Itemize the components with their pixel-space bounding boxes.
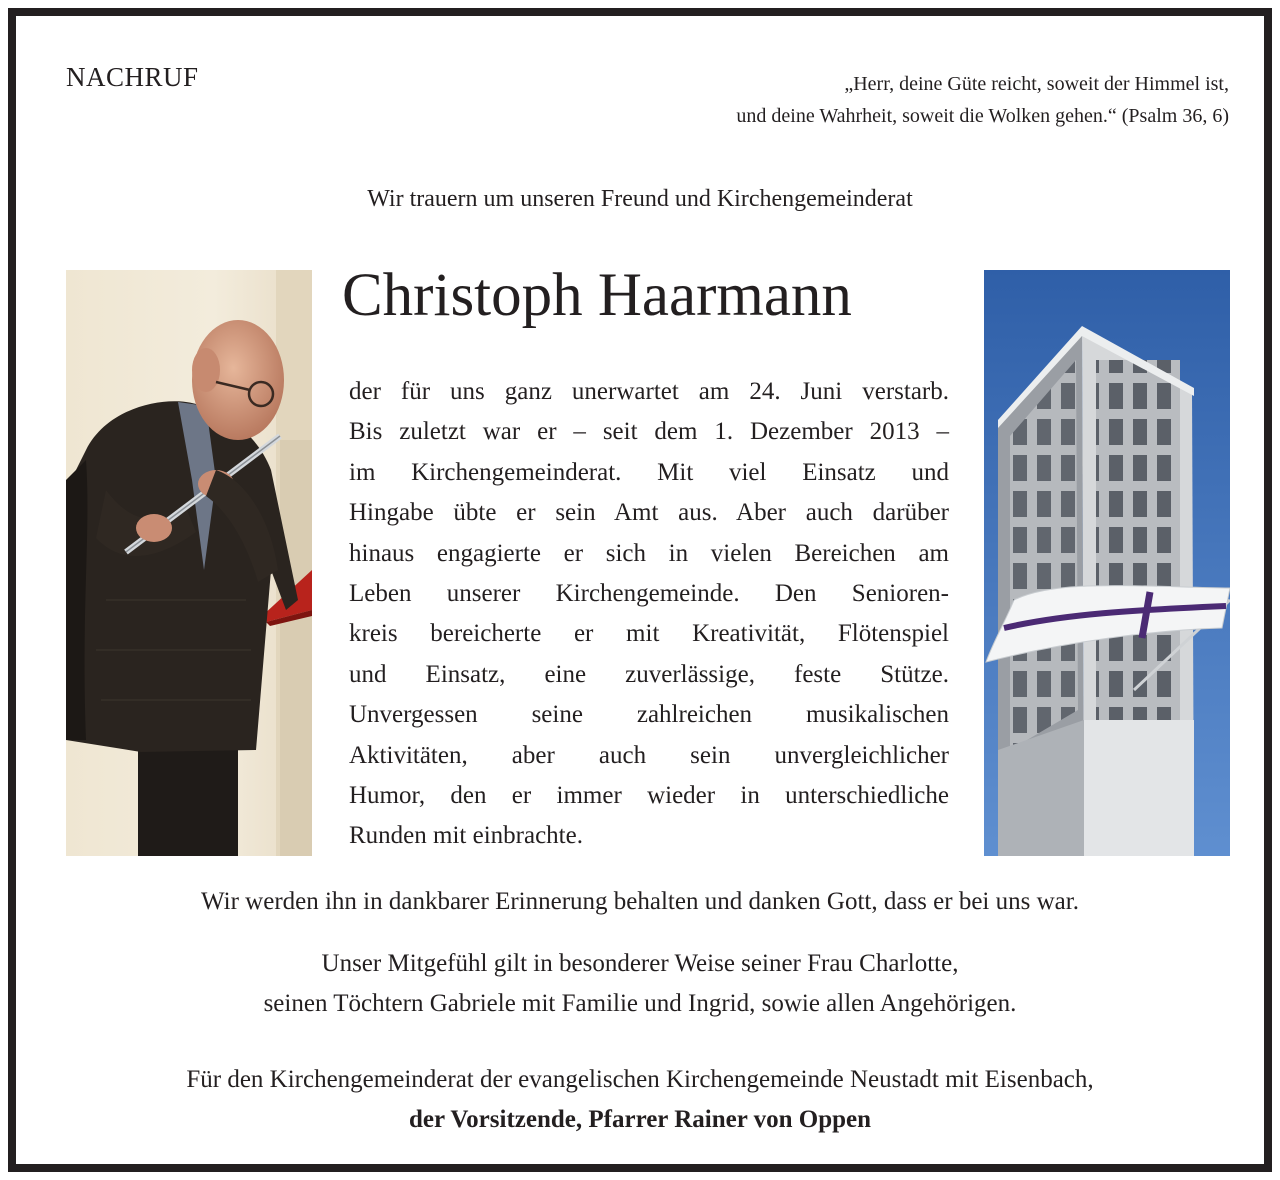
- sympathy-block: [16, 944, 1264, 1024]
- deceased-name: Christoph Haarmann: [342, 262, 852, 329]
- bio-line: Unvergessen seine zahlreichen musikalischen: [349, 701, 949, 729]
- bio-line: kreis bereicherte er mit Kreativität, Flötenspiel: [349, 620, 949, 648]
- bio-line: Aktivitäten, aber auch sein unvergleichlicher: [349, 741, 949, 769]
- bio-line: Leben unserer Kirchengemeinde. Den Senioren-: [349, 580, 949, 608]
- heading-label: NACHRUF: [66, 62, 199, 92]
- biography-text: [349, 372, 949, 857]
- sender-line: Für den Kirchengemeinderat der evangelischen Kirchengemeinde Neustadt mit Eisenbach,: [186, 1066, 1094, 1093]
- quote-line: „Herr, deine Güte reicht, soweit der Himmel ist,: [844, 73, 1229, 95]
- photo-flute-player: [66, 270, 312, 856]
- sympathy-line: seinen Töchtern Gabriele mit Familie und Ingrid, sowie allen Angehörigen.: [263, 990, 1017, 1017]
- intro-line: Wir trauern um unseren Freund und Kirchengemeinderat: [367, 186, 913, 212]
- bio-line: im Kirchengemeinderat. Mit viel Einsatz und: [349, 458, 949, 486]
- quote-line: und deine Wahrheit, soweit die Wolken gehen.“ (Psalm 36, 6): [736, 105, 1229, 127]
- bio-line: der für uns ganz unerwartet am 24. Juni verstarb.: [349, 378, 949, 405]
- signature-block: [16, 1060, 1264, 1140]
- bio-line: und Einsatz, eine zuverlässige, feste Stütze.: [349, 660, 949, 688]
- sympathy-line: Unser Mitgefühl gilt in besonderer Weise seiner Frau Charlotte,: [321, 950, 959, 977]
- psalm-quote: [736, 68, 1229, 132]
- bio-line: Runden mit einbrachte.: [349, 822, 583, 850]
- bio-line: hinaus engagierte er sich in vielen Bereichen am: [349, 539, 949, 567]
- signature-line: der Vorsitzende, Pfarrer Rainer von Oppen: [408, 1106, 872, 1133]
- photo-church-tower: [984, 270, 1230, 856]
- bio-line: Hingabe übte er sein Amt aus. Aber auch darüber: [349, 499, 949, 527]
- bio-line: Bis zuletzt war er – seit dem 1. Dezember 2013 –: [349, 418, 949, 446]
- obituary-frame: [8, 8, 1272, 1172]
- gratitude-text: Wir werden ihn in dankbarer Erinnerung behalten und danken Gott, dass er bei uns war.: [201, 888, 1079, 915]
- bio-line: Humor, den er immer wieder in unterschiedliche: [349, 782, 949, 810]
- gratitude-line: [16, 882, 1264, 922]
